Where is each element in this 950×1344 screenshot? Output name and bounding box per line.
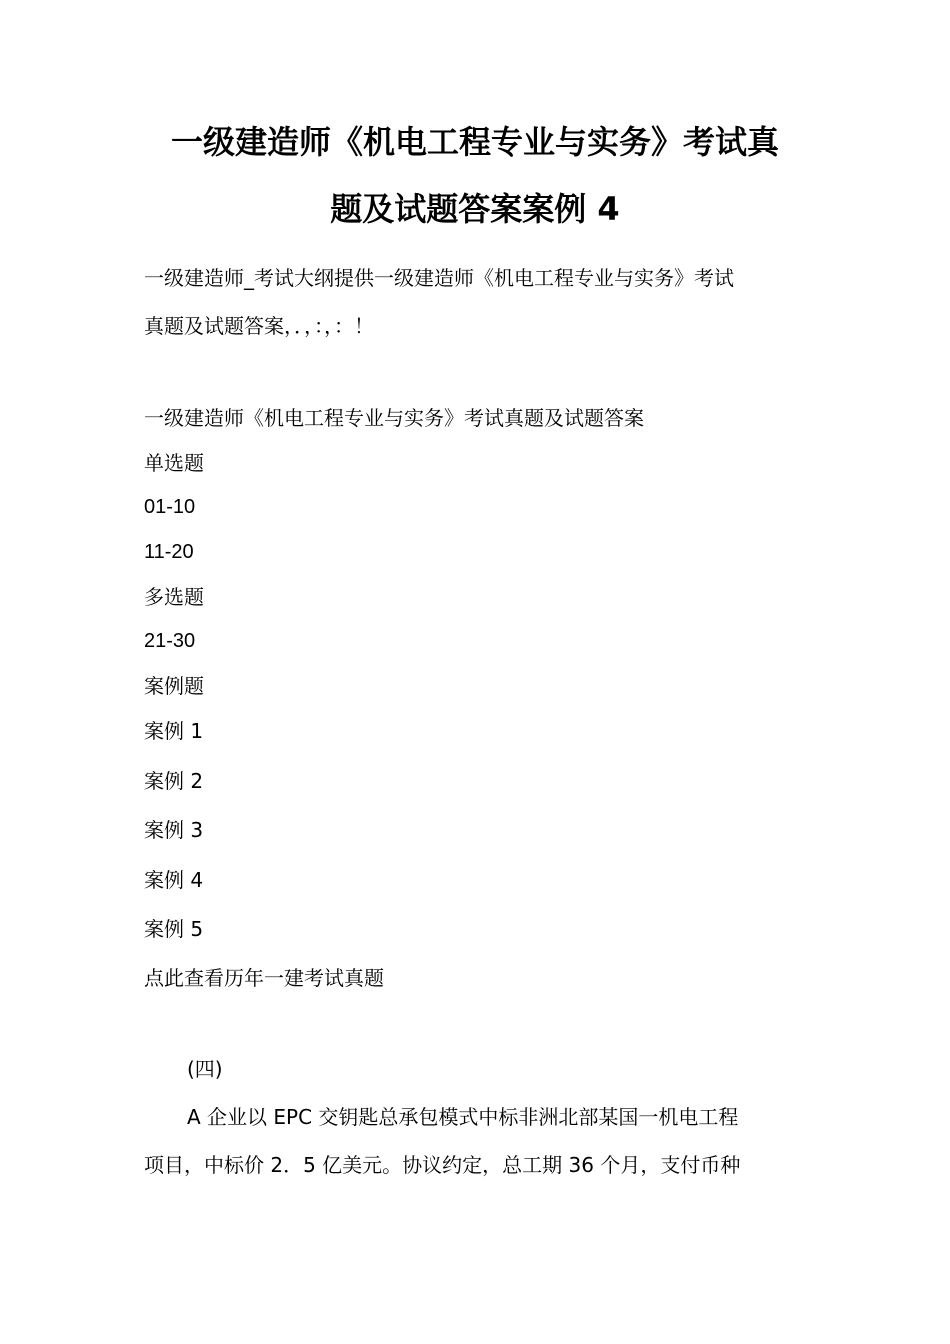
case-section-marker: (四) [187,1057,223,1081]
toc-item-case-4[interactable]: 案例 4 [144,868,204,892]
toc-item-case-3[interactable]: 案例 3 [144,818,204,842]
toc-item-single-choice[interactable]: 单选题 [144,451,204,475]
intro-line-2: 真题及试题答案，．，：，：！ [144,314,374,338]
toc-item-case-1[interactable]: 案例 1 [144,719,204,743]
toc-item-01-10[interactable]: 01-10 [144,496,196,518]
section-heading: 一级建造师《机电工程专业与实务》考试真题及试题答案 [144,406,644,430]
document-title-line-1: 一级建造师《机电工程专业与实务》考试真 [170,123,779,161]
toc-item-multi-choice[interactable]: 多选题 [144,585,204,609]
toc-item-21-30[interactable]: 21-30 [144,630,196,652]
toc-item-case-questions[interactable]: 案例题 [144,674,204,698]
intro-line-1: 一级建造师_考试大纲提供一级建造师《机电工程专业与实务》考试 [144,266,734,290]
case-body-line-2: 项目，中标价 2．5 亿美元。协议约定，总工期 36 个月，支付币种 [144,1153,741,1177]
case-body-line-1: A 企业以 EPC 交钥匙总承包模式中标非洲北部某国一机电工程 [187,1105,739,1129]
toc-item-case-2[interactable]: 案例 2 [144,769,204,793]
toc-item-case-5[interactable]: 案例 5 [144,917,204,941]
document-title-line-2: 题及试题答案案例 4 [330,190,620,228]
toc-item-11-20[interactable]: 11-20 [144,541,194,563]
past-exams-link[interactable]: 点此查看历年一建考试真题 [144,966,384,990]
